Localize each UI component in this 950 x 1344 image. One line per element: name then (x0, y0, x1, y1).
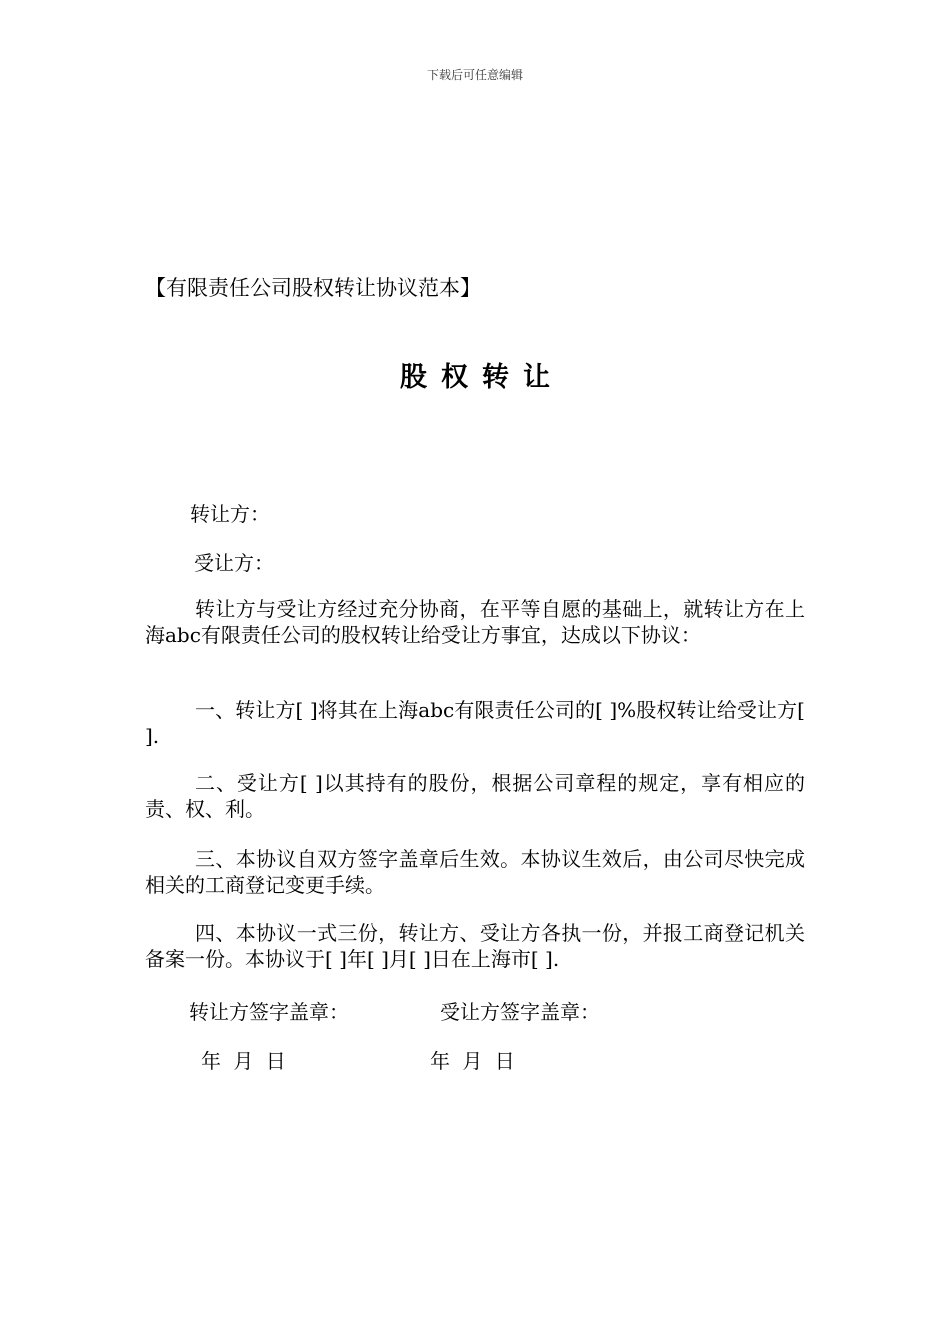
document-heading: 【有限责任公司股权转让协议范本】 (145, 276, 481, 300)
clause-1: 一、转让方[ ]将其在上海abc有限责任公司的[ ]%股权转让给受让方[ ]. (145, 698, 805, 748)
transferor-date: 年 月 日 (201, 1049, 286, 1073)
transferor-signature-label: 转让方签字盖章： (189, 1000, 349, 1024)
transferor-label: 转让方： (190, 502, 270, 526)
transferee-date: 年 月 日 (430, 1049, 515, 1073)
transferee-signature-label: 受让方签字盖章： (440, 1000, 600, 1024)
transferee-label: 受让方： (194, 551, 274, 575)
document-title: 股权转让 (400, 362, 564, 393)
clause-3: 三、本协议自双方签字盖章后生效。本协议生效后，由公司尽快完成相关的工商登记变更手续。 (145, 847, 805, 897)
clause-4: 四、本协议一式三份，转让方、受让方各执一份，并报工商登记机关备案一份。本协议于[ ]年[ ]月[ ]日在上海市[ ]. (145, 921, 805, 971)
clause-2: 二、受让方[ ]以其持有的股份，根据公司章程的规定，享有相应的责、权、利。 (145, 771, 805, 821)
header-note: 下载后可任意编辑 (426, 68, 523, 82)
intro-paragraph: 转让方与受让方经过充分协商，在平等自愿的基础上，就转让方在上海abc有限责任公司的股权转让给受让方事宜，达成以下协议： (145, 597, 805, 647)
